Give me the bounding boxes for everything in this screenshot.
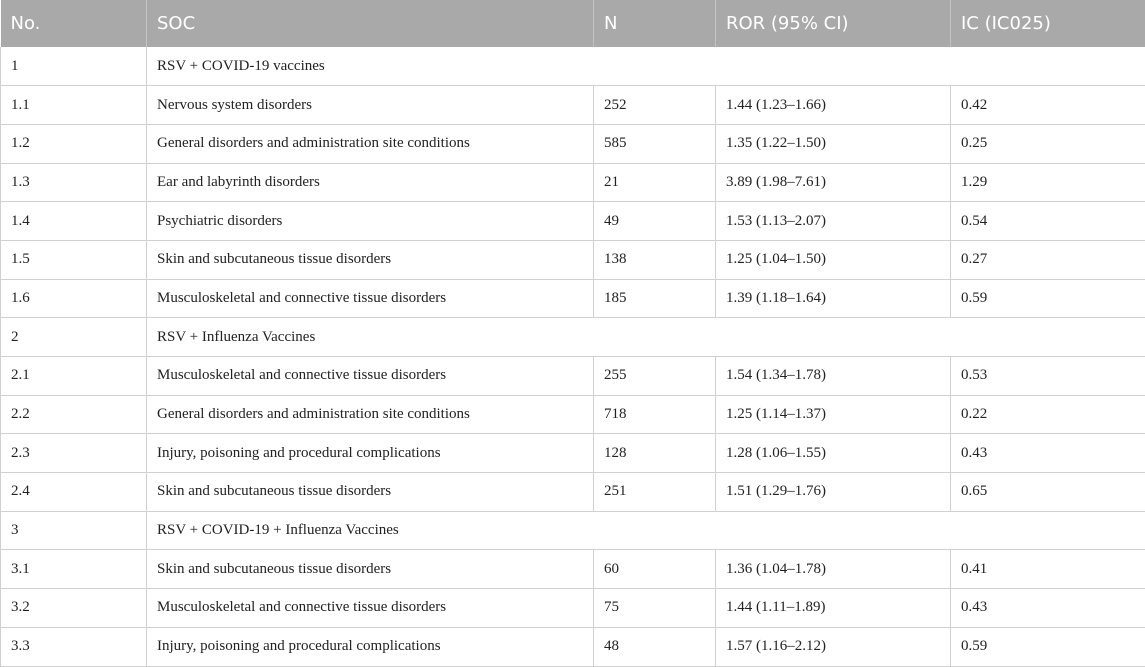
group-row [1,318,1145,357]
row-number: 1.2 [1,124,147,163]
ic-cell: 1.29 [951,163,1145,202]
row-number: 2.2 [1,395,147,434]
soc-cell: Skin and subcutaneous tissue disorders [147,473,594,512]
header-row [1,0,1145,47]
soc-cell: Nervous system disorders [147,86,594,125]
column-header-ic: IC (IC025) [951,0,1145,47]
column-header-ror: ROR (95% CI) [716,0,951,47]
ic-cell: 0.54 [951,202,1145,241]
column-header-no: No. [1,0,147,47]
soc-cell: General disorders and administration site conditions [147,395,594,434]
soc-cell: Injury, poisoning and procedural complications [147,434,594,473]
table-row [1,202,1145,241]
table-row [1,473,1145,512]
row-number: 2.3 [1,434,147,473]
n-cell: 75 [594,589,716,628]
soc-cell: Injury, poisoning and procedural complications [147,627,594,666]
ror-cell: 1.54 (1.34–1.78) [716,357,951,396]
ic-cell: 0.22 [951,395,1145,434]
group-row [1,47,1145,86]
soc-cell: Psychiatric disorders [147,202,594,241]
ror-cell: 1.25 (1.14–1.37) [716,395,951,434]
n-cell: 718 [594,395,716,434]
table-row [1,163,1145,202]
row-number: 1.4 [1,202,147,241]
ic-cell: 0.53 [951,357,1145,396]
soc-cell: Skin and subcutaneous tissue disorders [147,240,594,279]
group-number: 1 [1,47,147,86]
ic-cell: 0.41 [951,550,1145,589]
row-number: 1.5 [1,240,147,279]
n-cell: 49 [594,202,716,241]
column-header-soc: SOC [147,0,594,47]
table-row [1,627,1145,666]
row-number: 3.2 [1,589,147,628]
table-row [1,589,1145,628]
ror-cell: 1.53 (1.13–2.07) [716,202,951,241]
row-number: 2.4 [1,473,147,512]
row-number: 1.1 [1,86,147,125]
ror-cell: 1.35 (1.22–1.50) [716,124,951,163]
table-body [1,47,1145,666]
n-cell: 60 [594,550,716,589]
n-cell: 585 [594,124,716,163]
ic-cell: 0.42 [951,86,1145,125]
group-label: RSV + COVID-19 + Influenza Vaccines [147,511,1145,550]
ror-cell: 1.39 (1.18–1.64) [716,279,951,318]
n-cell: 255 [594,357,716,396]
ror-cell: 1.51 (1.29–1.76) [716,473,951,512]
group-number: 2 [1,318,147,357]
row-number: 3.1 [1,550,147,589]
soc-cell: General disorders and administration site conditions [147,124,594,163]
row-number: 2.1 [1,357,147,396]
ror-cell: 3.89 (1.98–7.61) [716,163,951,202]
ic-cell: 0.25 [951,124,1145,163]
n-cell: 138 [594,240,716,279]
ror-cell: 1.44 (1.11–1.89) [716,589,951,628]
soc-cell: Musculoskeletal and connective tissue disorders [147,279,594,318]
table-row [1,357,1145,396]
ror-cell: 1.44 (1.23–1.66) [716,86,951,125]
row-number: 1.3 [1,163,147,202]
n-cell: 128 [594,434,716,473]
ic-cell: 0.43 [951,589,1145,628]
ror-cell: 1.25 (1.04–1.50) [716,240,951,279]
row-number: 3.3 [1,627,147,666]
ror-cell: 1.57 (1.16–2.12) [716,627,951,666]
ic-cell: 0.65 [951,473,1145,512]
table-header [1,0,1145,47]
table-row [1,550,1145,589]
ror-cell: 1.36 (1.04–1.78) [716,550,951,589]
ic-cell: 0.27 [951,240,1145,279]
soc-cell: Ear and labyrinth disorders [147,163,594,202]
soc-cell: Skin and subcutaneous tissue disorders [147,550,594,589]
n-cell: 185 [594,279,716,318]
n-cell: 251 [594,473,716,512]
table-row [1,124,1145,163]
ror-cell: 1.28 (1.06–1.55) [716,434,951,473]
ic-cell: 0.43 [951,434,1145,473]
soc-cell: Musculoskeletal and connective tissue disorders [147,357,594,396]
column-header-n: N [594,0,716,47]
table-row [1,395,1145,434]
row-number: 1.6 [1,279,147,318]
group-label: RSV + COVID-19 vaccines [147,47,1145,86]
group-row [1,511,1145,550]
table-row [1,240,1145,279]
soc-cell: Musculoskeletal and connective tissue disorders [147,589,594,628]
ic-cell: 0.59 [951,627,1145,666]
n-cell: 48 [594,627,716,666]
table-row [1,434,1145,473]
n-cell: 21 [594,163,716,202]
table-row [1,86,1145,125]
ic-cell: 0.59 [951,279,1145,318]
group-number: 3 [1,511,147,550]
group-label: RSV + Influenza Vaccines [147,318,1145,357]
table-row [1,279,1145,318]
n-cell: 252 [594,86,716,125]
